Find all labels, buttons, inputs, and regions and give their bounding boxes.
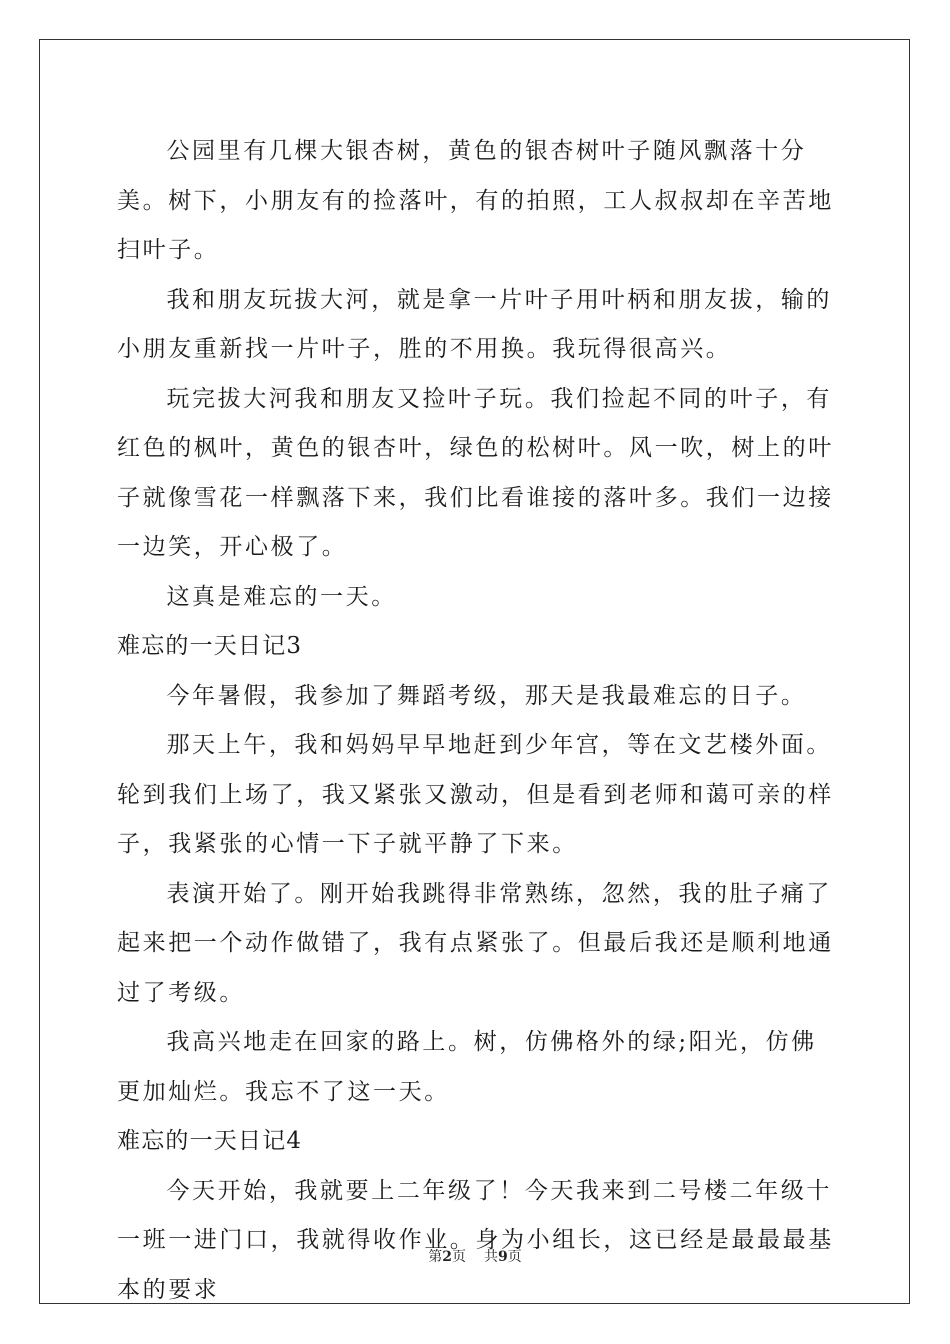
- page-prefix: 第: [428, 1249, 443, 1265]
- page-number: 2: [442, 1249, 452, 1265]
- paragraph: 玩完拔大河我和朋友又捡叶子玩。我们捡起不同的叶子，有红色的枫叶，黄色的银杏叶，绿色的松树叶。风一吹，树上的叶子就像雪花一样飘落下来，我们比看谁接的落叶多。我们一边接一边笑，开心极了。: [117, 385, 834, 560]
- total-pages: 9: [498, 1249, 508, 1265]
- paragraph: 那天上午，我和妈妈早早地赶到少年宫，等在文艺楼外面。轮到我们上场了，我又紧张又激动，但是看到老师和蔼可亲的样子，我紧张的心情一下子就平静了下来。: [117, 732, 834, 857]
- paragraph: 今年暑假，我参加了舞蹈考级，那天是我最难忘的日子。: [166, 682, 807, 709]
- total-prefix: 共: [484, 1249, 498, 1265]
- paragraph: 我和朋友玩拔大河，就是拿一片叶子用叶柄和朋友拔，输的小朋友重新找一片叶子，胜的不用换。我玩得很高兴。: [117, 286, 833, 362]
- section-heading: 难忘的一天日记4: [117, 1128, 303, 1154]
- paragraph: 我高兴地走在回家的路上。树，仿佛格外的绿;阳光，仿佛更加灿烂。我忘不了这一天。: [117, 1029, 817, 1105]
- total-suffix: 页: [507, 1249, 522, 1265]
- paragraph: 今天开始，我就要上二年级了！今天我来到二号楼二年级十一班一进门口，我就得收作业。身为小组长，这已经是最最最基本的要求: [117, 1177, 834, 1303]
- page-suffix: 页: [452, 1249, 466, 1265]
- paragraph: 表演开始了。刚开始我跳得非常熟练，忽然，我的肚子痛了起来把一个动作做错了，我有点紧张了。但最后我还是顺利地通过了考级。: [117, 880, 834, 1006]
- section-heading: 难忘的一天日记3: [117, 633, 303, 659]
- paragraph: 这真是难忘的一天。: [166, 583, 397, 610]
- document-body: [117, 127, 837, 1315]
- paragraph: 公园里有几棵大银杏树，黄色的银杏树叶子随风飘落十分美。树下，小朋友有的捡落叶，有的拍照，工人叔叔却在辛苦地扫叶子。: [117, 138, 834, 263]
- page-footer: [0, 1246, 950, 1266]
